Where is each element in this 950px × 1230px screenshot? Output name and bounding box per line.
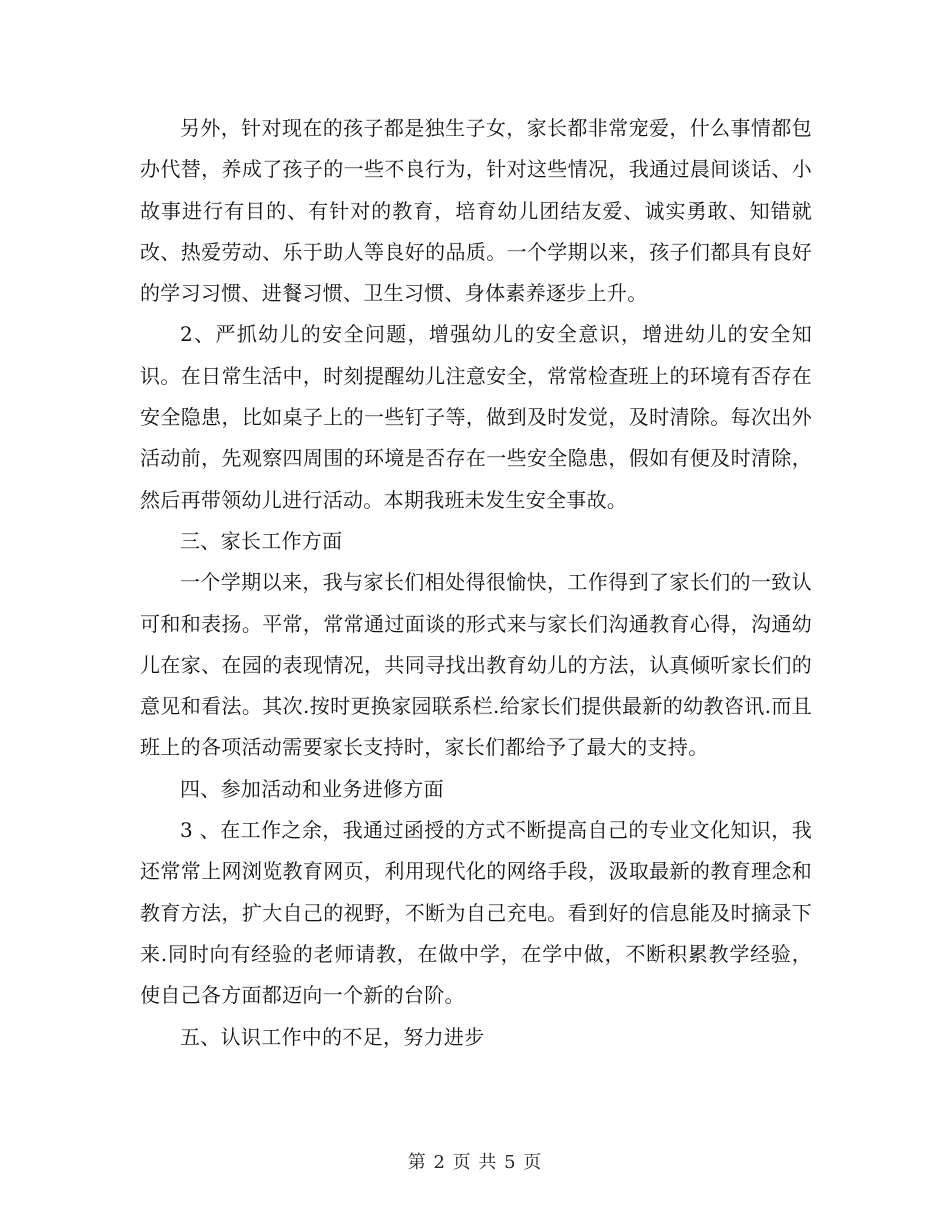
heading-parent-work: 三、家长工作方面 — [180, 528, 343, 553]
paragraph-safety: 2、严抓幼儿的安全问题，增强幼儿的安全意识，增进幼儿的安全知识。在日常生活中，时刻提醒幼儿注意安全，常常检查班上的环境有否存在安全隐患，比如桌子上的一些钉子等，做到及时发觉，及时清除。每次出外活动前，先观察四周围的环境是否存在一些安全隐患，假如有便及时清除，然后再带领幼儿进行活动。本期我班未发生安全事故。 — [140, 322, 812, 512]
document-body — [140, 108, 812, 1058]
page-number-footer: 第 2 页 共 5 页 — [407, 1152, 543, 1173]
paragraph-only-child-behavior: 另外，针对现在的孩子都是独生子女，家长都非常宠爱，什么事情都包办代替，养成了孩子的一些不良行为，针对这些情况，我通过晨间谈话、小故事进行有目的、有针对的教育，培育幼儿团结友爱、诚实勇敢、知错就改、热爱劳动、乐于助人等良好的品质。一个学期以来，孩子们都具有良好的学习习惯、进餐习惯、卫生习惯、身体素养逐步上升。 — [140, 116, 812, 306]
heading-shortcomings: 五、认识工作中的不足，努力进步 — [180, 1024, 485, 1049]
heading-activities-study: 四、参加活动和业务进修方面 — [180, 776, 444, 801]
paragraph-parent-work: 一个学期以来，我与家长们相处得很愉快，工作得到了家长们的一致认可和和表扬。平常，常常通过面谈的形式来与家长们沟通教育心得，沟通幼儿在家、在园的表现情况，共同寻找出教育幼儿的方法，认真倾听家长们的意见和看法。其次.按时更换家园联系栏.给家长们提供最新的幼教咨讯.而且班上的各项活动需要家长支持时，家长们都给予了最大的支持。 — [140, 570, 812, 760]
paragraph-activities-study: 3 、在工作之余，我通过函授的方式不断提高自己的专业文化知识，我还常常上网浏览教育网页，利用现代化的网络手段，汲取最新的教育理念和教育方法，扩大自己的视野，不断为自己充电。看到好的信息能及时摘录下来.同时向有经验的老师请教，在做中学，在学中做，不断积累教学经验，使自己各方面都迈向一个新的台阶。 — [140, 818, 812, 1008]
